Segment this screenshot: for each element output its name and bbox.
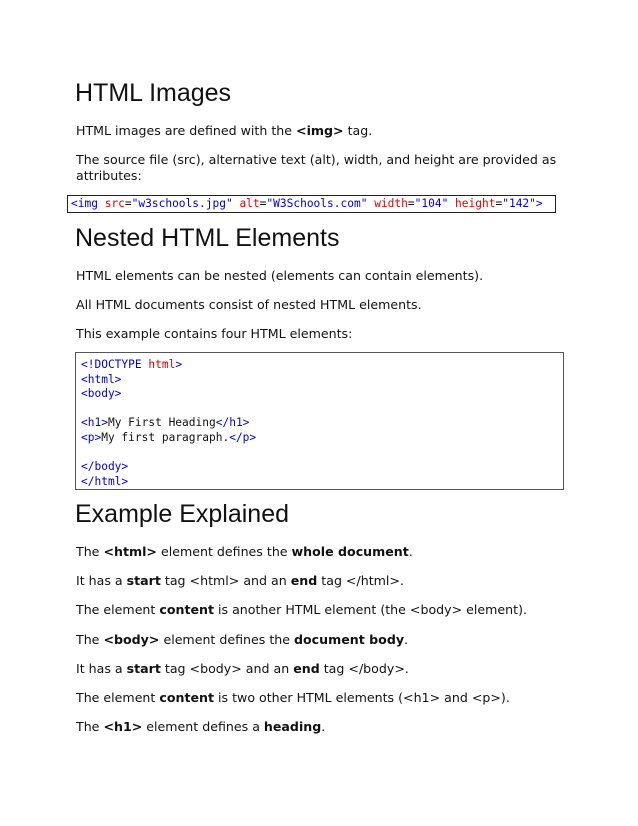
code-tag: </p> <box>229 430 257 444</box>
code-line <box>81 431 563 446</box>
bold-text: content <box>159 602 215 617</box>
text: The <box>76 632 104 647</box>
text: The element <box>76 602 160 617</box>
text: tag. <box>343 123 373 138</box>
code-text: My first paragraph. <box>101 430 230 444</box>
bold-text: start <box>126 573 161 588</box>
code-tag: <body> <box>81 387 122 401</box>
text: . <box>404 632 409 647</box>
text: tag </html>. <box>317 573 404 588</box>
code-line <box>81 387 563 402</box>
explained-line-5 <box>76 661 409 677</box>
bold-text: <h1> <box>103 719 143 734</box>
bold-text: start <box>126 661 161 676</box>
bold-text: heading <box>263 719 322 734</box>
code-line <box>81 416 563 431</box>
code-equals: = <box>495 197 503 210</box>
explained-line-1 <box>76 544 413 560</box>
code-attribute: src <box>97 197 125 210</box>
code-attribute: alt <box>232 197 260 210</box>
code-value: "W3Schools.com" <box>266 197 368 210</box>
explained-line-3 <box>76 602 527 618</box>
text: tag </body>. <box>319 661 409 676</box>
text: tag <body> and an <box>160 661 294 676</box>
code-tag: > <box>175 358 183 371</box>
img-code-example <box>67 195 556 213</box>
code-line <box>81 358 563 373</box>
code-equals: = <box>124 197 132 210</box>
code-tag: <p> <box>81 430 102 444</box>
code-equals: = <box>407 197 415 210</box>
text: It has a <box>76 573 127 588</box>
explained-line-2 <box>76 573 404 589</box>
html-code-example <box>75 352 564 490</box>
nested-paragraph-1: HTML elements can be nested (elements can contain elements). <box>76 268 484 283</box>
bold-text: document body <box>294 632 405 647</box>
code-equals: = <box>259 197 267 210</box>
code-line <box>81 460 563 475</box>
code-value: "104" <box>414 197 449 210</box>
nested-paragraph-2: All HTML documents consist of nested HTML elements. <box>76 297 422 312</box>
code-blank-line <box>81 402 563 417</box>
text: tag <html> and an <box>160 573 291 588</box>
bold-text: <img> <box>296 123 344 138</box>
text: element defines the <box>156 544 292 559</box>
text: . <box>321 719 326 734</box>
code-tag: </h1> <box>215 416 250 430</box>
heading-html-images: HTML Images <box>75 79 232 107</box>
text: element defines the <box>159 632 295 647</box>
heading-nested-elements: Nested HTML Elements <box>75 224 340 252</box>
code-tag: > <box>535 197 543 210</box>
explained-line-7 <box>76 719 325 735</box>
heading-example-explained: Example Explained <box>75 500 290 528</box>
bold-text: end <box>290 573 318 588</box>
code-tag: <html> <box>81 372 122 386</box>
code-tag: <h1> <box>81 416 108 430</box>
text: is another HTML element (the <body> element). <box>214 602 528 617</box>
img-tag-paragraph <box>76 123 372 139</box>
bold-text: <body> <box>103 632 160 647</box>
code-value: "142" <box>502 197 536 210</box>
code-attribute: html <box>141 358 176 371</box>
bold-text: whole document <box>291 544 409 559</box>
bold-text: content <box>159 690 215 705</box>
text: is two other HTML elements (<h1> and <p>). <box>214 690 510 705</box>
text: The <box>76 719 104 734</box>
code-line <box>81 373 563 388</box>
code-text: My First Heading <box>107 416 216 430</box>
attributes-paragraph: The source file (src), alternative text (alt), width, and height are provided as attributes: <box>76 152 557 183</box>
code-attribute: width <box>367 197 408 210</box>
text: It has a <box>76 661 127 676</box>
bold-text: end <box>293 661 320 676</box>
text: HTML images are defined with the <box>76 123 297 138</box>
text: . <box>408 544 413 559</box>
code-line <box>81 475 563 490</box>
explained-line-4 <box>76 632 408 648</box>
text: element defines a <box>142 719 264 734</box>
text: The element <box>76 690 160 705</box>
nested-paragraph-3: This example contains four HTML elements: <box>76 326 353 341</box>
code-tag: <!DOCTYPE <box>81 358 142 371</box>
code-tag: </body> <box>81 460 129 474</box>
code-value: "w3schools.jpg" <box>131 197 233 210</box>
code-tag: </html> <box>81 474 129 488</box>
code-attribute: height <box>448 197 496 210</box>
explained-line-6 <box>76 690 510 706</box>
code-tag: <img <box>71 197 98 210</box>
code-blank-line <box>81 446 563 461</box>
text: The <box>76 544 104 559</box>
bold-text: <html> <box>103 544 157 559</box>
